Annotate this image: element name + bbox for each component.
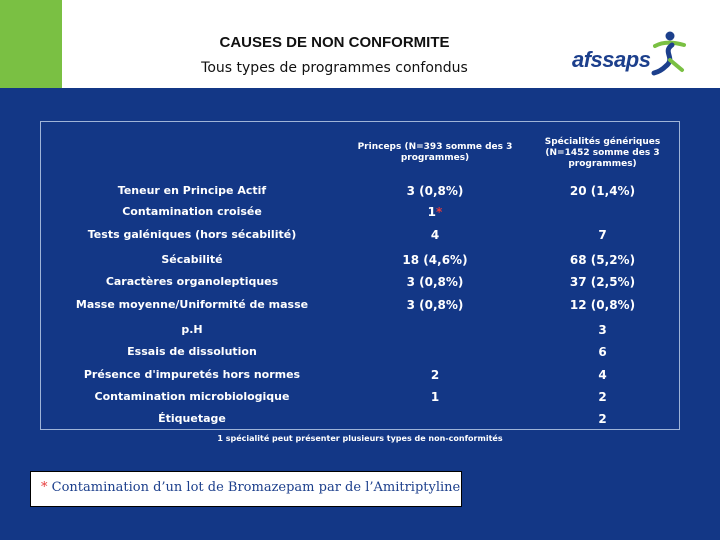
princeps-value (345, 365, 525, 385)
generiques-value: 6 (598, 345, 607, 359)
row-label: Sécabilité (161, 253, 223, 266)
princeps-value (345, 181, 525, 201)
princeps-value-text: 4 (430, 228, 440, 242)
green-accent-bar (0, 0, 62, 88)
row-label: Contamination microbiologique (94, 390, 290, 403)
row-label: Présence d'impuretés hors normes (83, 368, 301, 381)
contamination-note (41, 480, 460, 495)
afssaps-logo (572, 30, 692, 82)
generiques-value: 12 (0,8%) (569, 298, 636, 312)
princeps-value (345, 272, 525, 292)
princeps-value (345, 295, 525, 315)
generiques-value: 4 (598, 368, 607, 382)
row-label: Masse moyenne/Uniformité de masse (75, 298, 309, 311)
note-box (30, 471, 462, 507)
row-label: Étiquetage (158, 412, 226, 425)
princeps-value (345, 409, 525, 429)
generiques-value: 2 (598, 390, 607, 404)
princeps-value-text: 2 (430, 368, 440, 382)
generiques-value: 2 (598, 412, 607, 426)
row-label: Essais de dissolution (127, 345, 257, 358)
row-label: Contamination croisée (122, 205, 262, 218)
row-label: Teneur en Principe Actif (117, 184, 267, 197)
column-header-princeps: Princeps (N=393 somme des 3 programmes) (357, 142, 513, 163)
row-label: p.H (181, 323, 203, 336)
princeps-value (345, 250, 525, 270)
note-text: Contamination d’un lot de Bromazepam par de l’Amitriptyline (47, 480, 461, 495)
asterisk-mark: * (436, 205, 443, 219)
princeps-value-text: 3 (0,8%) (406, 275, 464, 289)
column-header-generiques: Spécialités génériques (N=1452 somme des 3 programmes) (544, 136, 661, 169)
princeps-value (345, 225, 525, 245)
princeps-value-text: 18 (4,6%) (402, 253, 468, 267)
table-footnote: 1 spécialité peut présenter plusieurs types de non-conformités (217, 434, 503, 443)
row-label: Caractères organoleptiques (105, 275, 279, 288)
princeps-value-text: 3 (0,8%) (406, 298, 464, 312)
generiques-value: 37 (2,5%) (569, 275, 636, 289)
note-asterisk: * (41, 480, 48, 495)
princeps-value (345, 320, 525, 340)
generiques-value (530, 202, 675, 222)
princeps-value (345, 387, 525, 407)
generiques-value: 3 (598, 323, 607, 337)
generiques-value: 20 (1,4%) (569, 184, 636, 198)
princeps-value-text: 1 (427, 205, 437, 219)
slide-title: CAUSES DE NON CONFORMITE (219, 34, 450, 51)
generiques-value: 7 (598, 228, 607, 242)
logo-wordmark: afssaps (572, 47, 651, 72)
row-label: Tests galéniques (hors sécabilité) (87, 228, 297, 241)
slide-subtitle: Tous types de programmes confondus (201, 60, 468, 76)
generiques-value: 68 (5,2%) (569, 253, 636, 267)
logo-figure-icon (650, 30, 690, 78)
princeps-value-text: 1 (430, 390, 440, 404)
princeps-value (345, 202, 525, 222)
princeps-value-text: 3 (0,8%) (406, 184, 464, 198)
princeps-value (345, 342, 525, 362)
